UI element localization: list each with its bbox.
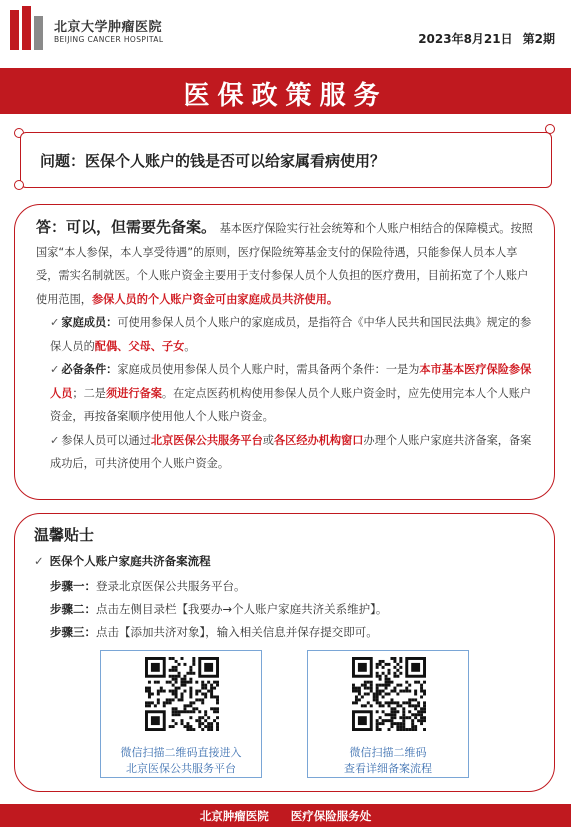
channel-text-b: 或 [262, 433, 274, 447]
family-end: 。 [184, 339, 196, 353]
family-text: 可使用参保人员个人账户的家庭成员，是指符合《中华人民共和国民法典》规定的参保人员的 [50, 316, 532, 353]
condition-highlight-1: 本市基本医疗保险参保人员 [50, 363, 532, 400]
answer-highlight: 参保人员的个人账户资金可由家庭成员共济使用。 [91, 292, 339, 306]
condition-highlight-2: 须进行备案 [105, 386, 162, 400]
qr-caption-line2: 北京医保公共服务平台 [126, 762, 236, 775]
check-icon: ✓ [50, 316, 60, 329]
qr-caption-line1: 微信扫描二维码 [349, 746, 427, 759]
hospital-logo-icon [10, 6, 46, 50]
step-1 [50, 578, 246, 594]
step-2 [50, 601, 387, 617]
banner-title: 医保政策服务 [183, 81, 388, 111]
qr-code-icon[interactable] [352, 657, 426, 731]
check-icon: ✓ [50, 433, 60, 447]
check-icon: ✓ [34, 554, 44, 568]
answer-text: 基本医疗保险实行社会统筹和个人账户相结合的保障模式。按照国家“本人参保，本人享受待遇”的原则，医疗保险统筹基金支付的保险待遇，只能参保人员本人享受，需实名制就医。个人账户资金主要用于支付参保人员个人负担的医疗费用，目前拓宽了个人账户使用范围， [36, 222, 533, 306]
title-banner [0, 68, 571, 114]
issue-number: 第2期 [522, 32, 555, 46]
footer-hospital: 北京肿瘤医院 [199, 809, 269, 823]
step-text: 点击【添加共济对象】，输入相关信息并保存提交即可。 [96, 625, 378, 639]
step-3 [50, 624, 378, 640]
tips-subtitle-text: 医保个人账户家庭共济备案流程 [49, 554, 211, 568]
condition-text-c: 。在定点医药机构使用参保人员个人账户资金时，应先使用完本人个人账户资金，再按备案顺序使用他人个人账户资金。 [50, 386, 532, 423]
footer [0, 804, 571, 827]
condition-text-a: 家庭成员使用参保人员个人账户时，需具备两个条件：一是为 [117, 363, 420, 376]
step-text: 点击左侧目录栏【我要办→个人账户家庭共济关系维护】。 [96, 602, 388, 616]
qr-card-guide [307, 650, 469, 778]
qr-caption-line2: 查看详细备案流程 [344, 762, 432, 775]
scroll-curl-bottom-left-icon [14, 180, 24, 190]
tips-subtitle [34, 553, 211, 569]
step-label: 步骤二： [50, 602, 96, 616]
family-paragraph [36, 311, 536, 358]
logo-name-cn: 北京大学肿瘤医院 [54, 20, 163, 35]
check-icon: ✓ [50, 363, 60, 376]
answer-lead: 答：可以，但需要先备案。 [36, 218, 217, 236]
family-label: 家庭成员： [61, 316, 118, 329]
header [0, 0, 571, 62]
question-scroll [14, 124, 555, 190]
condition-paragraph [36, 358, 536, 429]
channel-text-c: 办理个人账户家庭共济备案，备案成功后，可共济使用个人账户资金。 [50, 433, 532, 470]
qr-card-platform [100, 650, 262, 778]
tips-title: 温馨贴士 [34, 526, 95, 544]
footer-department: 医疗保险服务处 [290, 809, 372, 823]
channel-paragraph [36, 429, 536, 476]
qr-caption-line1: 微信扫描二维码直接进入 [120, 746, 242, 759]
answer-section [36, 216, 536, 476]
channel-highlight-2: 各区经办机构窗口 [273, 433, 364, 447]
step-label: 步骤一： [50, 579, 96, 593]
family-highlight: 配偶、父母、子女 [94, 339, 185, 353]
channel-highlight-1: 北京医保公共服务平台 [150, 433, 263, 447]
condition-text-b: ；二是 [72, 386, 106, 400]
qr-code-icon[interactable] [145, 657, 219, 731]
logo-name-en: BEIJING CANCER HOSPITAL [54, 35, 164, 44]
question-text: 问题：医保个人账户的钱是否可以给家属看病使用？ [40, 152, 386, 170]
answer-paragraph [36, 216, 536, 311]
condition-label: 必备条件： [61, 363, 118, 376]
channel-text-a: 参保人员可以通过 [61, 433, 151, 447]
issue-info [418, 30, 555, 47]
step-label: 步骤三： [50, 625, 96, 639]
footer-text [0, 808, 571, 824]
step-text: 登录北京医保公共服务平台。 [96, 579, 246, 593]
issue-date: 2023年8月21日 [418, 32, 513, 46]
